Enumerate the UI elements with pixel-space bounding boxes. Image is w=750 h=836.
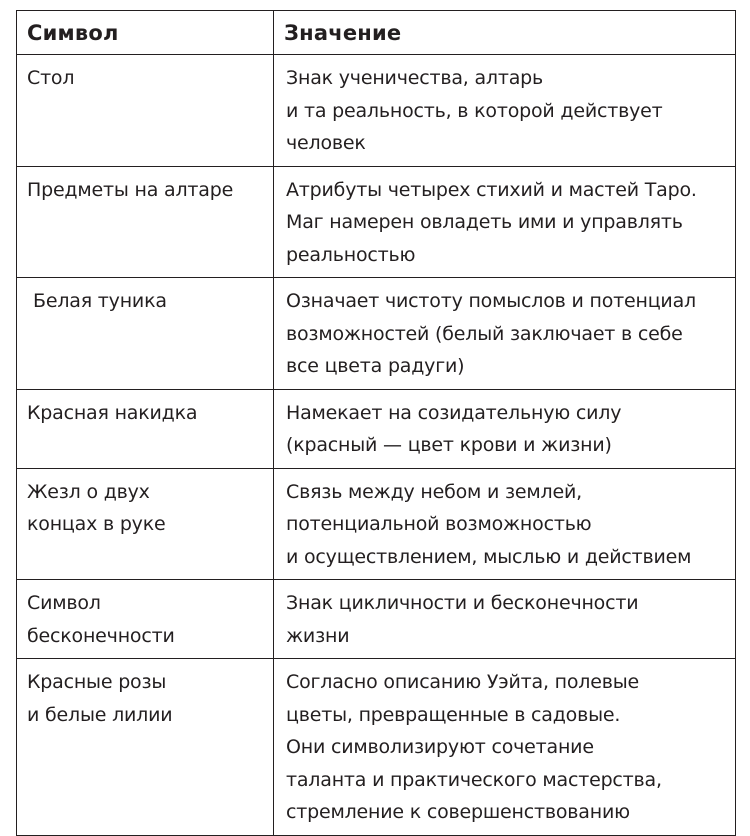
meaning-line: возможностей (белый заключает в себе — [286, 322, 683, 345]
meaning-line: Означает чистоту помыслов и потенциал — [286, 290, 696, 312]
symbol-meaning-table-container — [16, 10, 735, 836]
meaning-cell — [274, 389, 736, 468]
symbol-cell — [17, 659, 274, 836]
meaning-line: и та реальность, в которой действует — [286, 99, 663, 122]
symbol-cell — [17, 166, 274, 278]
symbol-line: Красная накидка — [27, 401, 198, 424]
table-row — [17, 55, 736, 167]
table-row — [17, 389, 736, 468]
meaning-line: Они символизируют сочетание — [286, 736, 594, 758]
symbol-cell — [17, 278, 274, 390]
meaning-line: цветы, превращенные в садовые. — [286, 703, 621, 726]
meaning-cell — [274, 580, 736, 659]
symbol-line: Белая туника — [33, 290, 167, 312]
meaning-line: стремление к совершенствованию — [286, 801, 630, 823]
symbol-cell — [17, 55, 274, 167]
meaning-line: человек — [286, 132, 366, 154]
symbol-line: и белые лилии — [27, 703, 173, 726]
meaning-cell — [274, 659, 736, 836]
table-row — [17, 580, 736, 659]
meaning-line: потенциальной возможностью — [286, 513, 592, 535]
symbol-line: концах в руке — [27, 513, 166, 535]
table-row — [17, 659, 736, 836]
meaning-line: Согласно описанию Уэйта, полевые — [286, 671, 639, 693]
meaning-line: Знак цикличности и бесконечности — [286, 592, 639, 614]
meaning-line: Маг намерен овладеть ими и управлять — [286, 211, 683, 233]
table-row — [17, 166, 736, 278]
meaning-line: все цвета радуги) — [286, 355, 465, 377]
symbol-cell — [17, 389, 274, 468]
symbol-line: Жезл о двух — [27, 480, 150, 503]
meaning-cell — [274, 55, 736, 167]
symbol-line: Красные розы — [27, 671, 167, 693]
symbol-meaning-table — [16, 10, 736, 836]
meaning-line: жизни — [286, 624, 350, 647]
meaning-line: Связь между небом и землей, — [286, 480, 582, 503]
meaning-line: таланта и практического мастерства, — [286, 768, 662, 791]
header-meaning: Значение — [274, 11, 736, 55]
meaning-line: Намекает на созидательную силу — [286, 401, 622, 424]
table-row — [17, 278, 736, 390]
symbol-cell — [17, 580, 274, 659]
meaning-line: реальностью — [286, 243, 416, 266]
symbol-line: Стол — [27, 67, 75, 89]
meaning-cell — [274, 278, 736, 390]
table-row — [17, 468, 736, 580]
symbol-line: Предметы на алтаре — [27, 178, 234, 201]
meaning-line: (красный — цвет крови и жизни) — [286, 434, 612, 456]
table-header-row — [17, 11, 736, 55]
meaning-line: и осуществлением, мыслью и действием — [286, 545, 692, 568]
meaning-line: Атрибуты четырех стихий и мастей Таро. — [286, 178, 697, 201]
header-symbol: Символ — [17, 11, 274, 55]
symbol-line: Символ — [27, 592, 101, 614]
meaning-cell — [274, 468, 736, 580]
meaning-line: Знак ученичества, алтарь — [286, 67, 543, 89]
meaning-cell — [274, 166, 736, 278]
symbol-cell — [17, 468, 274, 580]
symbol-line: бесконечности — [27, 624, 175, 647]
